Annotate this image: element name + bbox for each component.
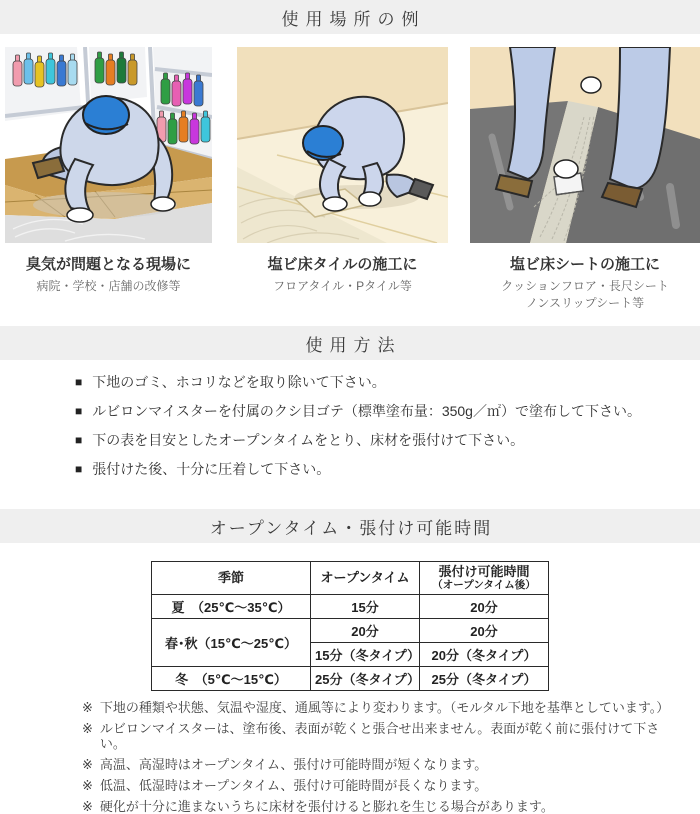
notes-list <box>82 701 682 814</box>
note-item <box>82 701 682 716</box>
example-card-vinyl-sheet <box>470 47 700 312</box>
worker-glove <box>151 197 175 211</box>
note-marker: ※ <box>82 758 93 773</box>
note-item <box>82 779 682 794</box>
table-row-summer <box>152 595 549 619</box>
note-text: ルビロンマイスターは、塗布後、表面が乾くと張合せ出来ません。表面が乾く前に張付けて下さい。 <box>100 722 682 751</box>
paste-time-cell: 20分（冬タイプ） <box>420 643 549 667</box>
worker-glove <box>323 197 347 211</box>
example-subtitle-line2: ノンスリップシート等 <box>470 295 700 312</box>
open-time-cell: 20分 <box>311 619 420 643</box>
worker-glove <box>67 208 93 222</box>
instruction-item <box>75 402 700 421</box>
section-title: オープンタイム・張付け可能時間 <box>210 514 492 539</box>
instruction-text: 張付けた後、十分に圧着して下さい。 <box>92 460 330 479</box>
square-bullet-icon: ■ <box>75 460 82 479</box>
section-header-open-time <box>0 509 700 543</box>
example-subtitle: 病院・学校・店舗の改修等 <box>5 278 212 295</box>
usage-places-section <box>0 34 700 326</box>
paste-time-cell: 20分 <box>420 595 549 619</box>
table-header-season: 季節 <box>152 562 311 595</box>
note-marker: ※ <box>82 701 93 716</box>
square-bullet-icon: ■ <box>75 373 82 392</box>
example-card-odor-site <box>5 47 212 312</box>
example-title: 臭気が問題となる現場に <box>5 253 212 274</box>
instruction-text: 下地のゴミ、ホコリなどを取り除いて下さい。 <box>92 373 385 392</box>
instructions-list <box>75 373 700 479</box>
table-header-paste-time: 張付け可能時間 （オープンタイム後） <box>420 562 549 595</box>
open-time-cell: 15分 <box>311 595 420 619</box>
worker-glove <box>581 77 601 93</box>
section-header-usage-places <box>0 0 700 34</box>
paste-time-cell: 25分（冬タイプ） <box>420 667 549 691</box>
note-marker: ※ <box>82 800 93 814</box>
illustration-vinyl-tile-install <box>237 47 448 243</box>
example-title: 塩ビ床シートの施工に <box>470 253 700 274</box>
open-time-table <box>151 561 549 691</box>
square-bullet-icon: ■ <box>75 431 82 450</box>
note-text: 硬化が十分に進まないうちに床材を張付けると膨れを生じる場合があります。 <box>100 800 554 814</box>
example-subtitle: クッションフロア・長尺シート <box>470 278 700 295</box>
open-time-cell: 25分（冬タイプ） <box>311 667 420 691</box>
note-marker: ※ <box>82 722 93 751</box>
illustration-odor-problem-site <box>5 47 212 243</box>
section-title: 使用場所の例 <box>282 5 426 30</box>
note-item <box>82 722 682 751</box>
note-marker: ※ <box>82 779 93 794</box>
note-text: 高温、高湿時はオープンタイム、張付け可能時間が短くなります。 <box>100 758 487 773</box>
example-card-vinyl-tile <box>237 47 448 312</box>
section-title: 使用方法 <box>306 331 402 356</box>
instruction-item <box>75 460 700 479</box>
note-item <box>82 758 682 773</box>
example-title: 塩ビ床タイルの施工に <box>237 253 448 274</box>
instruction-text: ルビロンマイスターを付属のクシ目ゴテ（標準塗布量：350g／㎡）で塗布して下さい。 <box>92 402 641 421</box>
open-time-cell: 15分（冬タイプ） <box>311 643 420 667</box>
table-row-winter <box>152 667 549 691</box>
season-cell: 夏 （25℃～35℃） <box>152 595 311 619</box>
example-subtitle: フロアタイル・Pタイル等 <box>237 278 448 295</box>
paste-time-cell: 20分 <box>420 619 549 643</box>
usage-method-section <box>0 373 700 509</box>
instruction-text: 下の表を目安としたオープンタイムをとり、床材を張付けて下さい。 <box>92 431 524 450</box>
section-header-usage-method <box>0 326 700 360</box>
worker-glove <box>554 160 578 178</box>
table-row-spring-autumn <box>152 619 549 643</box>
season-cell: 春･秋（15℃～25℃） <box>152 619 311 667</box>
worker-glove <box>359 192 381 206</box>
instruction-item <box>75 431 700 450</box>
square-bullet-icon: ■ <box>75 402 82 421</box>
note-item <box>82 800 682 814</box>
season-cell: 冬 （5℃～15℃） <box>152 667 311 691</box>
table-header-open-time: オープンタイム <box>311 562 420 595</box>
instruction-item <box>75 373 700 392</box>
note-text: 下地の種類や状態、気温や湿度、通風等により変わります。（モルタル下地を基準としています。） <box>100 701 669 716</box>
table-header-row <box>152 562 549 595</box>
note-text: 低温、低湿時はオープンタイム、張付け可能時間が長くなります。 <box>100 779 487 794</box>
examples-row <box>0 34 700 312</box>
illustration-vinyl-sheet-install <box>470 47 700 243</box>
